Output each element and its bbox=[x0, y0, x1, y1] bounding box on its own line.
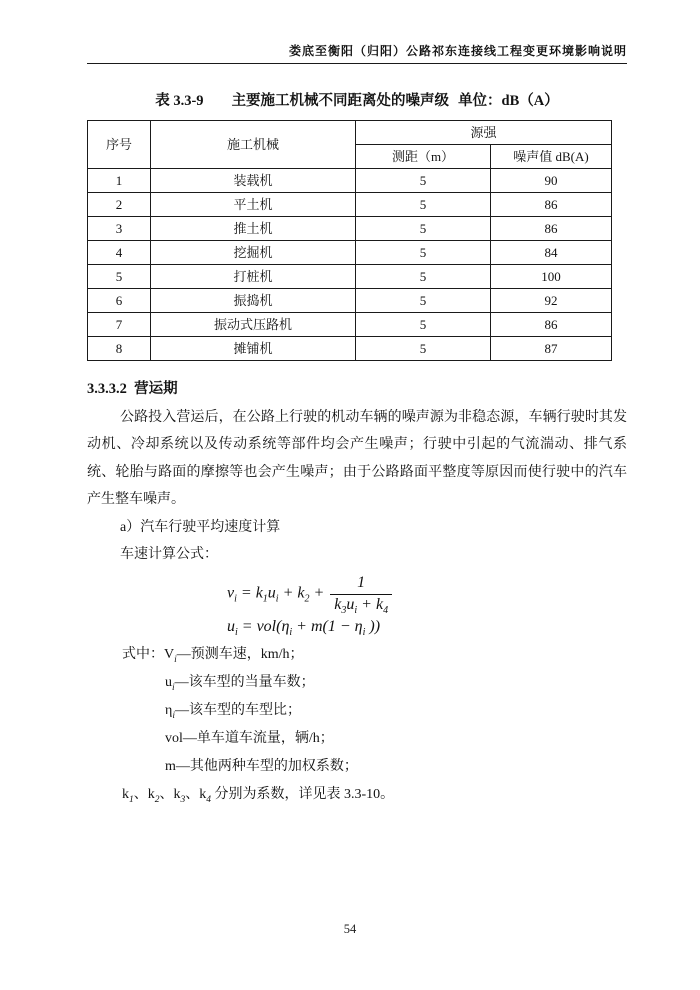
formula-speed: $v_i = k_1u_i + k_2$ + $\frac{1}{k_3u_i + k_4}$ bbox=[227, 574, 394, 613]
table-cell: 86 bbox=[491, 217, 612, 241]
table-caption-right bbox=[232, 89, 559, 110]
table-cell: 推土机 bbox=[151, 217, 356, 241]
table-cell: 5 bbox=[88, 265, 151, 289]
definition-line bbox=[87, 641, 627, 669]
table-cell: 挖掘机 bbox=[151, 241, 356, 265]
definition-term: $V_i—$预测车速，km/h； bbox=[164, 647, 304, 666]
table-cell: 5 bbox=[356, 337, 491, 361]
table-cell: 振动式压路机 bbox=[151, 313, 356, 337]
table-cell: 6 bbox=[88, 289, 151, 313]
table-row bbox=[88, 313, 612, 337]
item-a-line: a）汽车行驶平均速度计算 bbox=[120, 519, 281, 535]
table-cell: 5 bbox=[356, 217, 491, 241]
col-header-noise: 噪声值 dB(A) bbox=[491, 145, 612, 169]
running-header bbox=[87, 44, 627, 64]
page-number: 54 bbox=[343, 922, 357, 936]
col-header-distance: 测距（m） bbox=[356, 145, 491, 169]
running-header-title: 娄底至衡阳（归阳）公路祁东连接线工程变更环境影响说明 bbox=[288, 44, 627, 58]
table-cell: 4 bbox=[88, 241, 151, 265]
definitions-prefix: 式中： bbox=[122, 647, 164, 663]
table-cell: 7 bbox=[88, 313, 151, 337]
table-caption bbox=[87, 89, 627, 110]
table-cell: 86 bbox=[491, 313, 612, 337]
table-row bbox=[88, 217, 612, 241]
table-cell: 5 bbox=[356, 265, 491, 289]
table-cell: 摊铺机 bbox=[151, 337, 356, 361]
definition-line: $\eta_i—$该车型的车型比； bbox=[165, 703, 301, 722]
table-caption-unit: 单位：dB（A） bbox=[458, 93, 559, 109]
fraction: $\frac{1}{k_3u_i + k_4}$ bbox=[330, 574, 392, 613]
col-header-machine: 施工机械 bbox=[151, 121, 356, 169]
table-caption-text: 主要施工机械不同距离处的噪声级 bbox=[231, 93, 450, 109]
table-row bbox=[88, 193, 612, 217]
table-cell: 打桩机 bbox=[151, 265, 356, 289]
section-heading: 3.3.3.2 营运期 bbox=[87, 381, 178, 397]
table-row bbox=[88, 289, 612, 313]
table-row bbox=[88, 241, 612, 265]
col-header-index: 序号 bbox=[88, 121, 151, 169]
table-caption-label: 表 3.3-9 bbox=[155, 93, 204, 109]
table-cell: 100 bbox=[491, 265, 612, 289]
definition-line: $u_i—$该车型的当量车数； bbox=[165, 675, 315, 694]
definition-line: vol—单车道车流量，辆/h； bbox=[165, 731, 334, 747]
coefficients-line: $k_1$、$k_2$、$k_3$、$k_4$ 分别为系数，详见表 3.3-10。 bbox=[122, 787, 395, 806]
formula-intro-line: 车速计算公式： bbox=[120, 547, 218, 563]
variable-definitions bbox=[87, 641, 627, 809]
table-cell: 5 bbox=[356, 289, 491, 313]
table-row bbox=[88, 265, 612, 289]
table-cell: 5 bbox=[356, 193, 491, 217]
table-cell: 86 bbox=[491, 193, 612, 217]
table-row bbox=[88, 169, 612, 193]
table-row bbox=[88, 337, 612, 361]
table-cell: 84 bbox=[491, 241, 612, 265]
table-cell: 8 bbox=[88, 337, 151, 361]
definition-line: m—其他两种车型的加权系数； bbox=[165, 759, 358, 775]
table-cell: 5 bbox=[356, 169, 491, 193]
table-cell: 振捣机 bbox=[151, 289, 356, 313]
table-cell: 平土机 bbox=[151, 193, 356, 217]
formula-equivalent-volume: $u_i = vol(\eta_i + m(1 - \eta_i$ )) bbox=[227, 617, 381, 638]
table-cell: 装载机 bbox=[151, 169, 356, 193]
table-header bbox=[88, 121, 612, 169]
col-header-source: 源强 bbox=[356, 121, 612, 145]
table-cell: 2 bbox=[88, 193, 151, 217]
table-cell: 3 bbox=[88, 217, 151, 241]
table-cell: 90 bbox=[491, 169, 612, 193]
noise-level-table bbox=[87, 120, 612, 361]
section-paragraph: 公路投入营运后，在公路上行驶的机动车辆的噪声源为非稳态源，车辆行驶时其发动机、冷却系统以及传动系统等部件均会产生噪声；行驶中引起的气流湍动、排气系统、轮胎与路面的摩擦等也会产生噪声；由于公路路面平整度等原因而使行驶中的汽车产生整车噪声。 bbox=[87, 410, 627, 508]
table-cell: 5 bbox=[356, 313, 491, 337]
table-cell: 92 bbox=[491, 289, 612, 313]
table-body bbox=[88, 169, 612, 361]
table-cell: 1 bbox=[88, 169, 151, 193]
table-cell: 5 bbox=[356, 241, 491, 265]
formula-block bbox=[227, 574, 394, 638]
table-cell: 87 bbox=[491, 337, 612, 361]
